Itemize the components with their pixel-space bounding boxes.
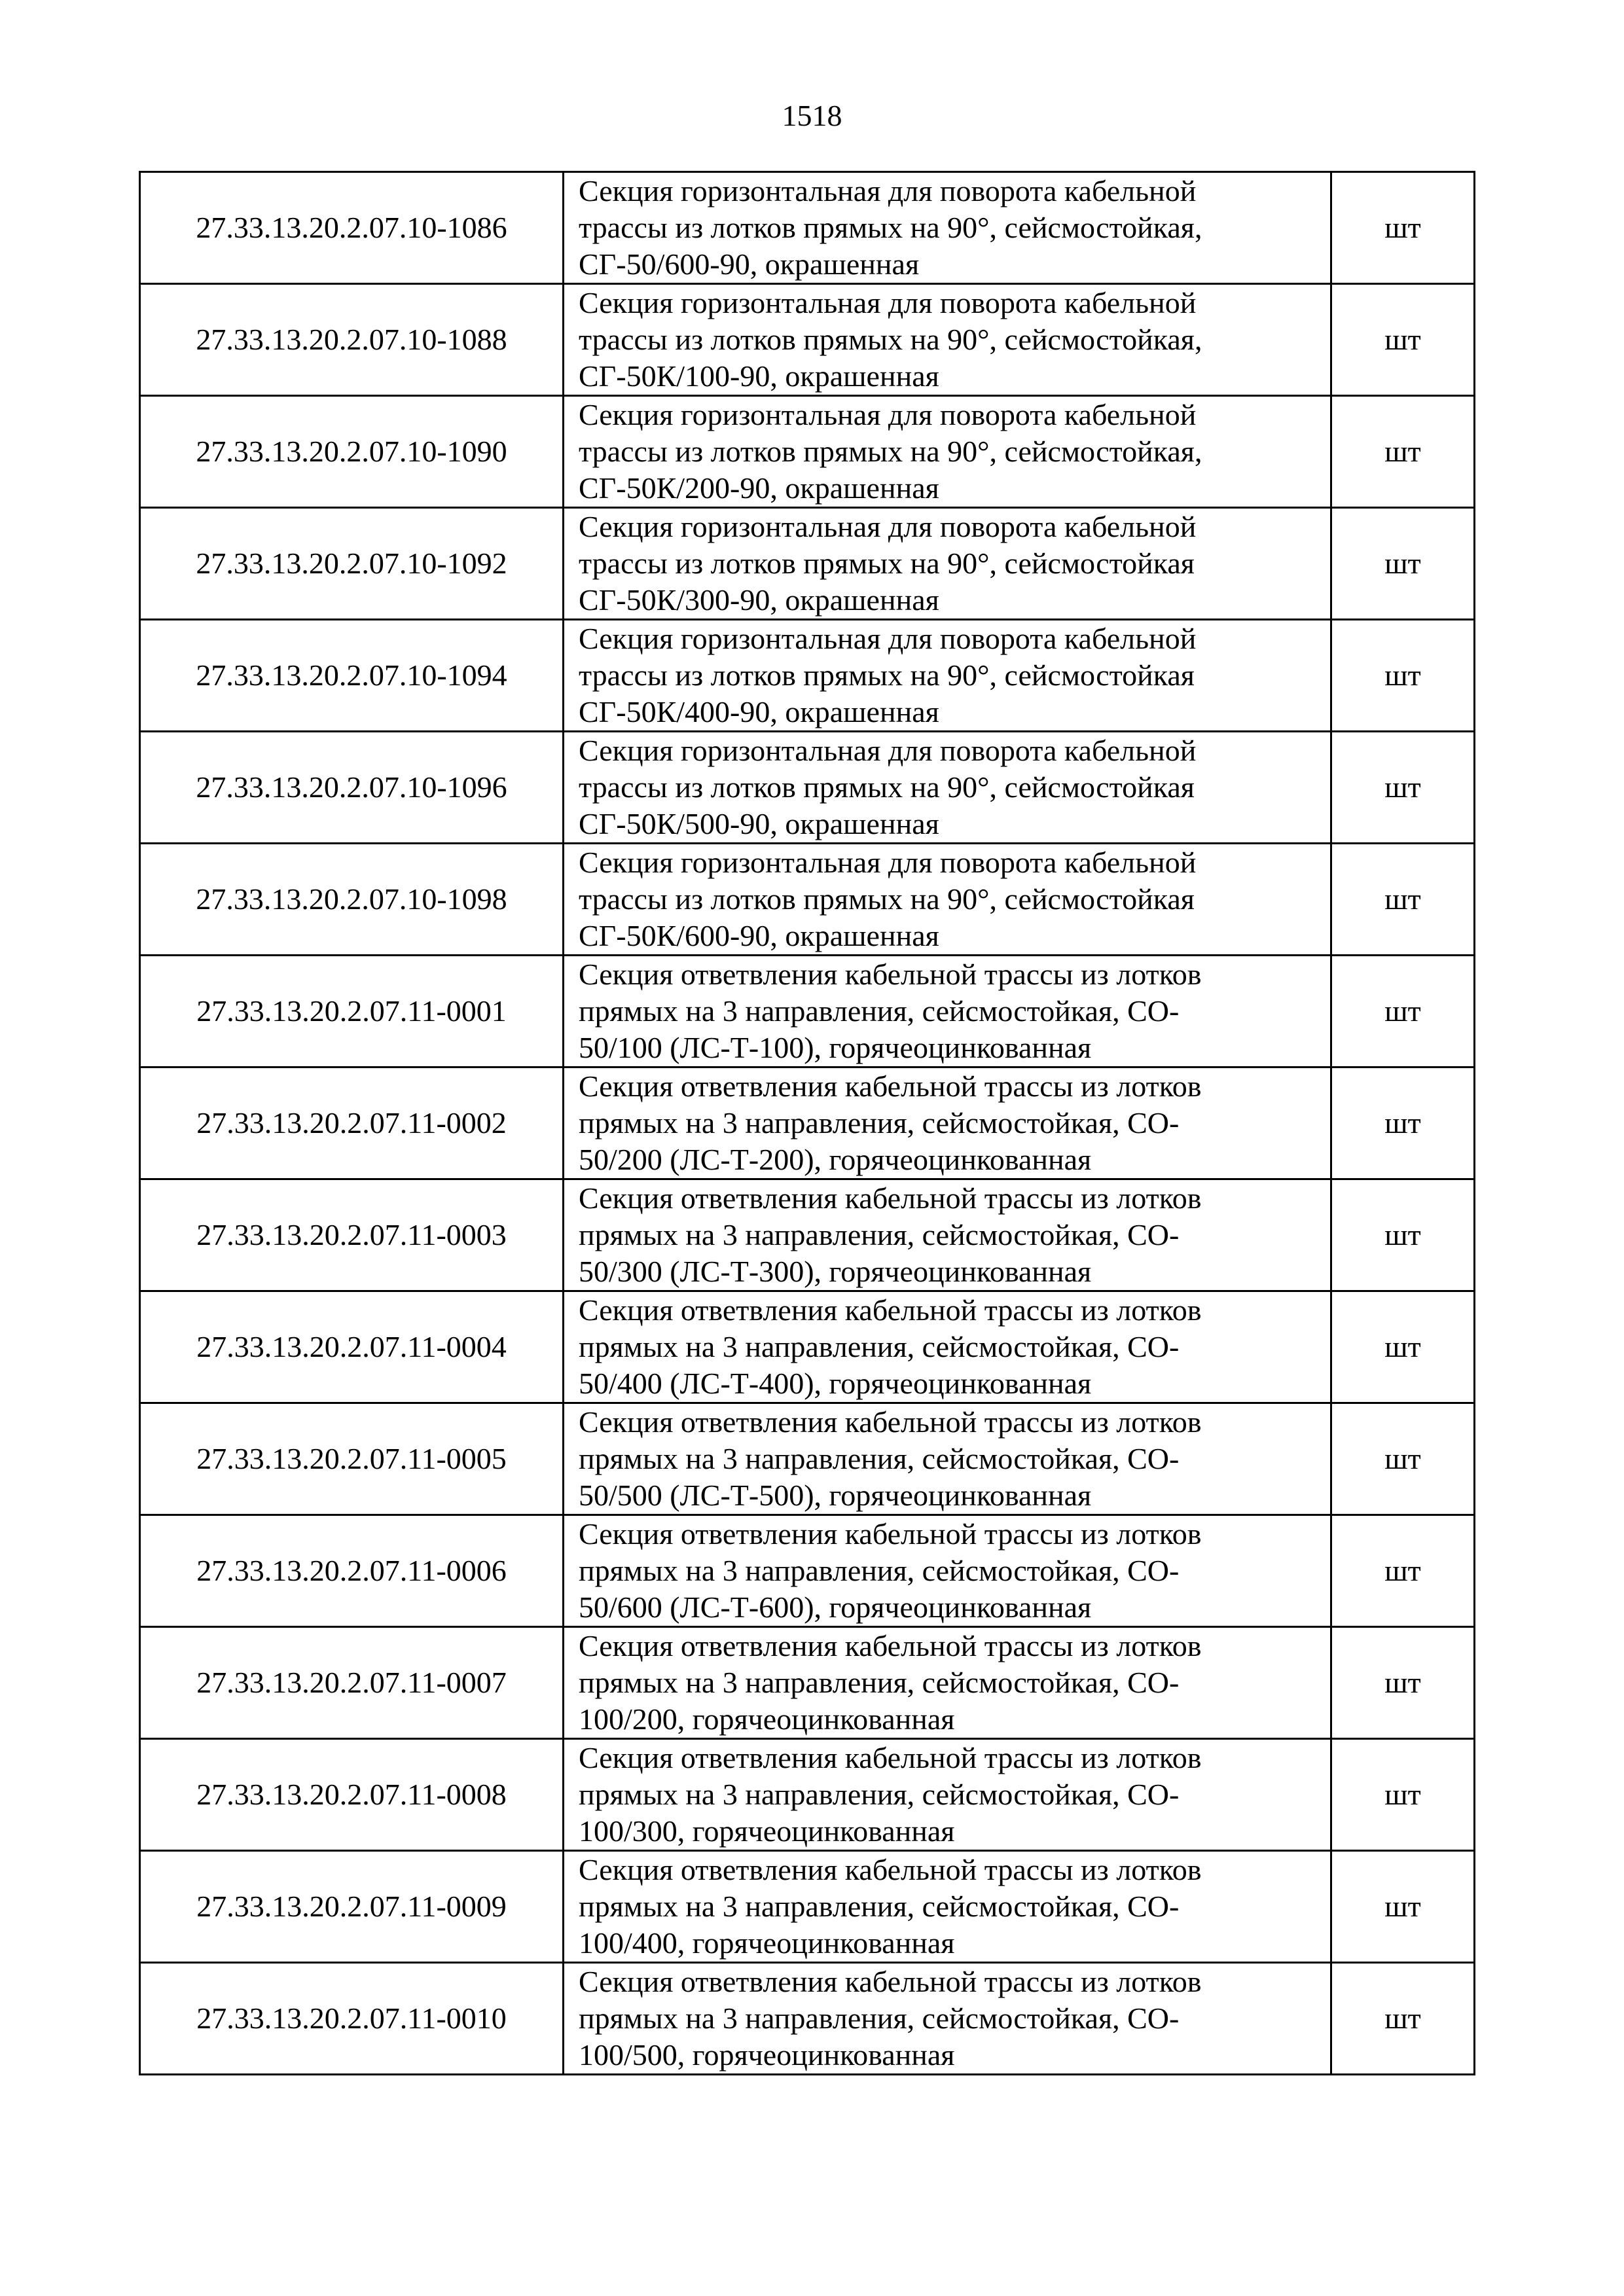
- item-code-cell: 27.33.13.20.2.07.11-0006: [140, 1515, 564, 1627]
- item-unit-cell: шт: [1331, 284, 1475, 396]
- item-code-cell: 27.33.13.20.2.07.10-1096: [140, 732, 564, 844]
- table-row: [140, 284, 1475, 396]
- table-row: [140, 1739, 1475, 1851]
- table-row: [140, 1963, 1475, 2075]
- item-name-cell: Секция горизонтальная для поворота кабельной трассы из лотков прямых на 90°, сейсмостойкая СГ-50К/600-90, окрашенная: [564, 844, 1331, 956]
- table-row: [140, 1627, 1475, 1739]
- item-name-cell: Секция ответвления кабельной трассы из лотков прямых на 3 направления, сейсмостойкая, СО- 100/200, горячеоцинкованная: [564, 1627, 1331, 1739]
- table-row: [140, 172, 1475, 284]
- item-unit-cell: шт: [1331, 1851, 1475, 1963]
- item-code-cell: 27.33.13.20.2.07.10-1094: [140, 620, 564, 732]
- item-name-cell: Секция горизонтальная для поворота кабельной трассы из лотков прямых на 90°, сейсмостойкая, СГ-50К/200-90, окрашенная: [564, 396, 1331, 508]
- item-name-cell: Секция ответвления кабельной трассы из лотков прямых на 3 направления, сейсмостойкая, СО- 50/100 (ЛС-Т-100), горячеоцинкованная: [564, 956, 1331, 1067]
- item-name-cell: Секция ответвления кабельной трассы из лотков прямых на 3 направления, сейсмостойкая, СО- 50/600 (ЛС-Т-600), горячеоцинкованная: [564, 1515, 1331, 1627]
- table-row: [140, 732, 1475, 844]
- item-unit-cell: шт: [1331, 396, 1475, 508]
- item-name-cell: Секция ответвления кабельной трассы из лотков прямых на 3 направления, сейсмостойкая, СО- 100/300, горячеоцинкованная: [564, 1739, 1331, 1851]
- item-unit-cell: шт: [1331, 172, 1475, 284]
- table-row: [140, 1403, 1475, 1515]
- table-row: [140, 844, 1475, 956]
- item-code-cell: 27.33.13.20.2.07.11-0004: [140, 1291, 564, 1403]
- item-code-cell: 27.33.13.20.2.07.11-0010: [140, 1963, 564, 2075]
- item-name-cell: Секция ответвления кабельной трассы из лотков прямых на 3 направления, сейсмостойкая, СО- 50/500 (ЛС-Т-500), горячеоцинкованная: [564, 1403, 1331, 1515]
- item-code-cell: 27.33.13.20.2.07.10-1088: [140, 284, 564, 396]
- item-unit-cell: шт: [1331, 1403, 1475, 1515]
- item-unit-cell: шт: [1331, 620, 1475, 732]
- item-code-cell: 27.33.13.20.2.07.11-0008: [140, 1739, 564, 1851]
- item-code-cell: 27.33.13.20.2.07.10-1090: [140, 396, 564, 508]
- item-unit-cell: шт: [1331, 1627, 1475, 1739]
- table-row: [140, 620, 1475, 732]
- item-unit-cell: шт: [1331, 508, 1475, 620]
- item-name-cell: Секция горизонтальная для поворота кабельной трассы из лотков прямых на 90°, сейсмостойкая СГ-50К/400-90, окрашенная: [564, 620, 1331, 732]
- table-row: [140, 956, 1475, 1067]
- item-code-cell: 27.33.13.20.2.07.10-1098: [140, 844, 564, 956]
- item-unit-cell: шт: [1331, 956, 1475, 1067]
- item-name-cell: Секция горизонтальная для поворота кабельной трассы из лотков прямых на 90°, сейсмостойкая, СГ-50/600-90, окрашенная: [564, 172, 1331, 284]
- item-name-cell: Секция ответвления кабельной трассы из лотков прямых на 3 направления, сейсмостойкая, СО- 50/200 (ЛС-Т-200), горячеоцинкованная: [564, 1067, 1331, 1179]
- table-row: [140, 1067, 1475, 1179]
- item-unit-cell: шт: [1331, 732, 1475, 844]
- table-row: [140, 1291, 1475, 1403]
- item-name-cell: Секция ответвления кабельной трассы из лотков прямых на 3 направления, сейсмостойкая, СО- 100/400, горячеоцинкованная: [564, 1851, 1331, 1963]
- item-name-cell: Секция ответвления кабельной трассы из лотков прямых на 3 направления, сейсмостойкая, СО- 50/300 (ЛС-Т-300), горячеоцинкованная: [564, 1179, 1331, 1291]
- item-unit-cell: шт: [1331, 1067, 1475, 1179]
- item-code-cell: 27.33.13.20.2.07.10-1092: [140, 508, 564, 620]
- item-code-cell: 27.33.13.20.2.07.11-0009: [140, 1851, 564, 1963]
- item-name-cell: Секция горизонтальная для поворота кабельной трассы из лотков прямых на 90°, сейсмостойкая, СГ-50К/100-90, окрашенная: [564, 284, 1331, 396]
- resource-table-body: [140, 172, 1475, 2075]
- table-row: [140, 508, 1475, 620]
- item-unit-cell: шт: [1331, 1179, 1475, 1291]
- item-unit-cell: шт: [1331, 1963, 1475, 2075]
- item-name-cell: Секция горизонтальная для поворота кабельной трассы из лотков прямых на 90°, сейсмостойкая СГ-50К/300-90, окрашенная: [564, 508, 1331, 620]
- item-code-cell: 27.33.13.20.2.07.11-0001: [140, 956, 564, 1067]
- item-unit-cell: шт: [1331, 844, 1475, 956]
- item-name-cell: Секция ответвления кабельной трассы из лотков прямых на 3 направления, сейсмостойкая, СО- 50/400 (ЛС-Т-400), горячеоцинкованная: [564, 1291, 1331, 1403]
- item-code-cell: 27.33.13.20.2.07.11-0002: [140, 1067, 564, 1179]
- item-unit-cell: шт: [1331, 1515, 1475, 1627]
- item-code-cell: 27.33.13.20.2.07.11-0005: [140, 1403, 564, 1515]
- table-row: [140, 396, 1475, 508]
- item-code-cell: 27.33.13.20.2.07.11-0007: [140, 1627, 564, 1739]
- item-name-cell: Секция ответвления кабельной трассы из лотков прямых на 3 направления, сейсмостойкая, СО- 100/500, горячеоцинкованная: [564, 1963, 1331, 2075]
- item-code-cell: 27.33.13.20.2.07.11-0003: [140, 1179, 564, 1291]
- table-row: [140, 1515, 1475, 1627]
- table-row: [140, 1179, 1475, 1291]
- item-unit-cell: шт: [1331, 1739, 1475, 1851]
- item-unit-cell: шт: [1331, 1291, 1475, 1403]
- page-number: 1518: [782, 99, 842, 132]
- item-name-cell: Секция горизонтальная для поворота кабельной трассы из лотков прямых на 90°, сейсмостойкая СГ-50К/500-90, окрашенная: [564, 732, 1331, 844]
- resource-table: [139, 171, 1475, 2075]
- item-code-cell: 27.33.13.20.2.07.10-1086: [140, 172, 564, 284]
- table-row: [140, 1851, 1475, 1963]
